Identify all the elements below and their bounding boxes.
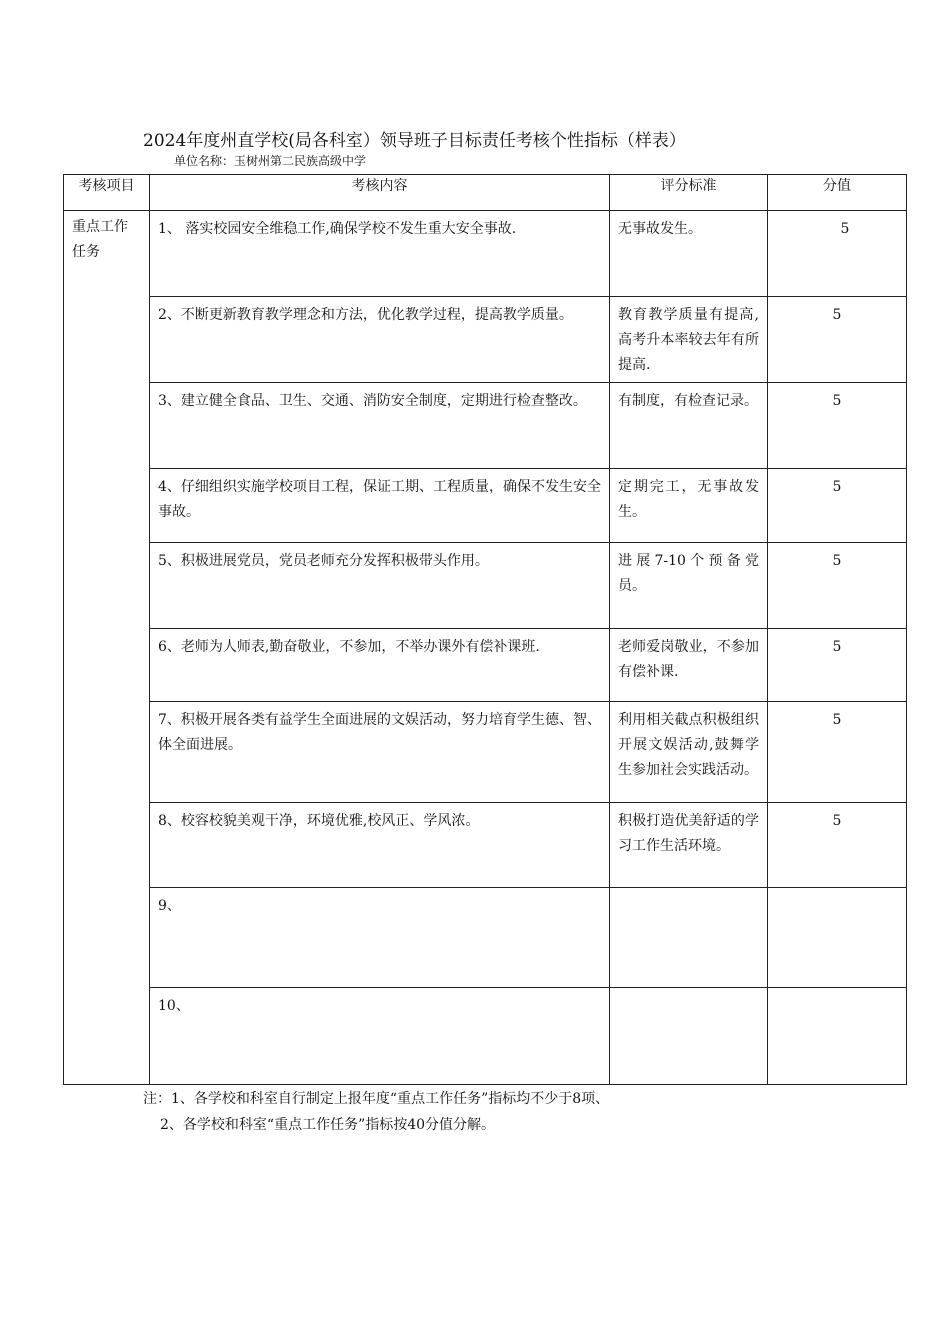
criteria-cell [610,988,768,1085]
table-header-row [64,175,907,211]
score-cell [768,543,907,629]
assessment-table [63,174,907,1085]
score-value: 5 [832,639,842,655]
content-text: 10、 [158,998,190,1014]
score-cell [768,702,907,803]
score-value [768,988,906,994]
criteria-cell [610,469,768,543]
score-value: 5 [832,712,842,728]
score-value: 5 [832,307,842,323]
content-text: 8、校容校貌美观干净，环境优雅,校风正、学风浓。 [158,813,480,829]
criteria-text: 定期完工，无事故发生。 [618,479,759,520]
score-cell [768,211,907,297]
criteria-text: 进展7-10个预备党员。 [618,553,759,594]
criteria-cell [610,297,768,383]
criteria-cell [610,211,768,297]
criteria-text: 无事故发生。 [618,221,702,237]
criteria-cell [610,888,768,988]
table-row [64,888,907,988]
criteria-cell [610,543,768,629]
table-row [64,702,907,803]
header-content: 考核内容 [150,175,610,211]
criteria-text: 老师爱岗敬业，不参加有偿补课. [618,639,759,680]
table-row [64,211,907,297]
content-text: 5、积极进展党员，党员老师充分发挥积极带头作用。 [158,553,489,569]
header-item: 考核项目 [64,175,150,211]
table-row [64,297,907,383]
score-value: 5 [840,221,850,237]
criteria-text: 有制度，有检查记录。 [618,393,758,409]
table-row [64,629,907,702]
content-text: 4、仔细组织实施学校项目工程，保证工期、工程质量，确保不发生安全事故。 [158,479,601,520]
criteria-cell [610,702,768,803]
content-text: 1、 落实校园安全维稳工作,确保学校不发生重大安全事故. [158,221,517,237]
score-value: 5 [832,553,842,569]
score-value: 5 [832,393,842,409]
content-cell [150,888,610,988]
content-cell [150,297,610,383]
score-value [768,888,906,894]
category-label: 重点工作任务 [72,219,128,260]
table-row [64,988,907,1085]
criteria-text: 利用相关截点积极组织开展文娱活动,鼓舞学生参加社会实践活动。 [618,712,759,778]
score-value: 5 [832,813,842,829]
note-line-1: 注：1、各学校和科室自行制定上报年度“重点工作任务”指标均不少于8项、 [143,1091,610,1107]
criteria-text: 教育教学质量有提高,高考升本率较去年有所提高. [618,307,759,373]
header-score: 分值 [768,175,907,211]
content-text: 3、建立健全食品、卫生、交通、消防安全制度，定期进行检查整改。 [158,393,587,409]
score-cell [768,469,907,543]
note-line-2: 2、各学校和科室“重点工作任务”指标按40分值分解。 [160,1117,496,1133]
document-title: 2024年度州直学校(局各科室）领导班子目标责任考核个性指标（样表） [143,131,686,151]
table-row [64,469,907,543]
header-criteria: 评分标准 [610,175,768,211]
score-cell [768,803,907,888]
content-cell [150,469,610,543]
score-cell [768,888,907,988]
content-text: 7、积极开展各类有益学生全面进展的文娱活动，努力培育学生德、智、体全面进展。 [158,712,601,753]
criteria-text [610,988,767,994]
content-cell [150,543,610,629]
content-cell [150,383,610,469]
table-row [64,543,907,629]
content-text: 6、老师为人师表,勤奋敬业，不参加，不举办课外有偿补课班. [158,639,540,655]
score-cell [768,297,907,383]
criteria-text [610,888,767,894]
content-text: 2、不断更新教育教学理念和方法，优化教学过程，提高教学质量。 [158,307,573,323]
content-text: 9、 [158,898,181,914]
table-row [64,383,907,469]
criteria-cell [610,629,768,702]
table-row [64,803,907,888]
content-cell [150,211,610,297]
score-cell [768,988,907,1085]
criteria-text: 积极打造优美舒适的学习工作生活环境。 [618,813,759,854]
content-cell [150,702,610,803]
category-cell [64,211,150,1085]
criteria-cell [610,803,768,888]
content-cell [150,803,610,888]
content-cell [150,629,610,702]
score-value: 5 [832,479,842,495]
unit-name: 单位名称：玉树州第二民族高级中学 [174,154,367,168]
score-cell [768,629,907,702]
content-cell [150,988,610,1085]
criteria-cell [610,383,768,469]
score-cell [768,383,907,469]
